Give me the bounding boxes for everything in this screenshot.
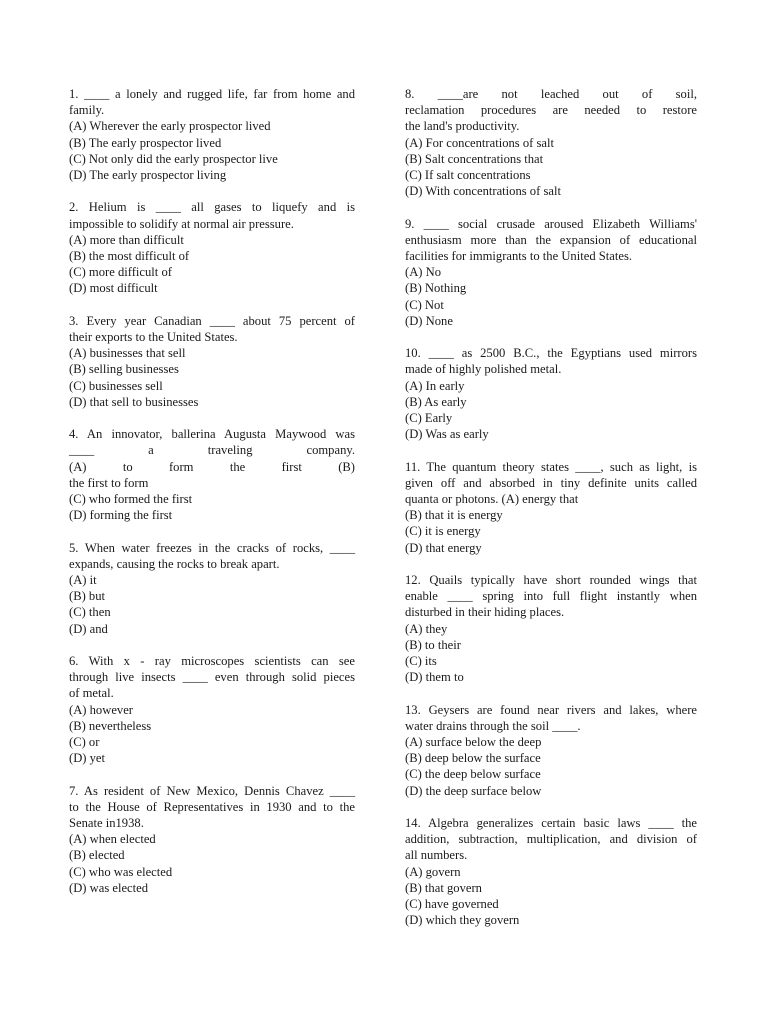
answer-option: (D) forming the first <box>69 508 173 523</box>
question-stem-line: 9. ____ social crusade aroused Elizabeth Williams' <box>405 216 697 231</box>
answer-option: (C) it is energy <box>405 524 481 539</box>
answer-option: (A) businesses that sell <box>69 346 186 361</box>
question-stem-line: of metal. <box>69 686 114 701</box>
answer-option: (A) they <box>405 621 448 636</box>
right-column <box>405 86 697 945</box>
answer-option: (C) or <box>69 735 100 750</box>
answer-option: (C) who formed the first <box>69 492 193 507</box>
answer-option: (A) In early <box>405 378 465 393</box>
answer-option: (D) which they govern <box>405 913 520 928</box>
question-stem-line: their exports to the United States. <box>69 330 238 345</box>
question-block <box>69 86 355 183</box>
answer-option: (A) No <box>405 265 442 280</box>
question-stem-line: through live insects ____ even through solid pieces <box>69 670 355 685</box>
question-stem-line: enable ____ spring into full flight instantly when <box>405 589 697 604</box>
answer-option: (D) With concentrations of salt <box>405 184 561 199</box>
answer-option: (A) Wherever the early prospector lived <box>69 119 271 134</box>
question-block <box>69 783 355 896</box>
answer-option: (B) nevertheless <box>69 718 152 733</box>
left-column <box>69 86 355 912</box>
answer-option: (D) that sell to businesses <box>69 394 199 409</box>
answer-option: (D) The early prospector living <box>69 168 227 183</box>
answer-option: (C) Early <box>405 411 453 426</box>
question-stem-line: water drains through the soil ____. <box>405 718 581 733</box>
answer-option: (D) was elected <box>69 880 149 895</box>
answer-option: (A) surface below the deep <box>405 735 542 750</box>
question-block <box>69 426 355 523</box>
question-block <box>405 459 697 556</box>
question-stem-line: 2. Helium is ____ all gases to liquefy and is <box>69 200 355 215</box>
answer-option: (C) then <box>69 605 111 620</box>
question-stem-line: ____ a traveling company. <box>69 443 355 458</box>
answer-option: (B) selling businesses <box>69 362 179 377</box>
question-stem-line: facilities for immigrants to the United States. <box>405 249 632 264</box>
question-stem-line: impossible to solidify at normal air pressure. <box>69 216 294 231</box>
answer-option: (D) Was as early <box>405 427 489 442</box>
question-stem-line: 1. ____ a lonely and rugged life, far from home and <box>69 87 355 101</box>
question-stem-line: 12. Quails typically have short rounded wings that <box>405 573 697 588</box>
question-stem-line: the land's productivity. <box>405 119 520 134</box>
question-block <box>69 313 355 410</box>
answer-option: (D) the deep surface below <box>405 783 542 798</box>
question-stem-line: the first to form <box>69 475 149 490</box>
question-stem-line: 8. ____are not leached out of soil, <box>405 87 697 101</box>
question-stem-line: all numbers. <box>405 848 468 863</box>
question-block <box>405 815 697 928</box>
answer-option: (C) the deep below surface <box>405 767 541 782</box>
question-stem-line: addition, subtraction, multiplication, and division of <box>405 832 697 847</box>
answer-option: (D) most difficult <box>69 281 158 296</box>
question-stem-line: disturbed in their hiding places. <box>405 605 565 620</box>
question-stem-line: 3. Every year Canadian ____ about 75 percent of <box>69 313 355 328</box>
question-stem-line: 14. Algebra generalizes certain basic laws ____ the <box>405 816 697 831</box>
answer-option: (C) its <box>405 654 437 669</box>
question-stem-line: (A) to form the first (B) <box>69 459 355 474</box>
answer-option: (B) that govern <box>405 880 482 895</box>
answer-option: (A) when elected <box>69 832 156 847</box>
question-stem-line: to the House of Representatives in 1930 and to the <box>69 799 355 814</box>
answer-option: (B) elected <box>69 848 125 863</box>
question-block <box>69 653 355 766</box>
question-block <box>405 572 697 685</box>
question-stem-line: quanta or photons. (A) energy that <box>405 492 579 507</box>
question-stem-line: 6. With x - ray microscopes scientists can see <box>69 654 355 669</box>
question-stem-line: expands, causing the rocks to break apart. <box>69 556 280 571</box>
question-stem-line: 4. An innovator, ballerina Augusta Maywood was <box>69 427 355 442</box>
answer-option: (C) more difficult of <box>69 265 172 280</box>
answer-option: (B) Nothing <box>405 281 467 296</box>
answer-option: (C) businesses sell <box>69 378 163 393</box>
question-stem-line: family. <box>69 103 105 118</box>
question-block <box>405 216 697 329</box>
question-stem-line: reclamation procedures are needed to restore <box>405 103 697 118</box>
question-stem-line: 13. Geysers are found near rivers and lakes, where <box>405 702 697 717</box>
answer-option: (B) The early prospector lived <box>69 135 222 150</box>
answer-option: (B) Salt concentrations that <box>405 151 544 166</box>
answer-option: (A) For concentrations of salt <box>405 135 554 150</box>
answer-option: (D) them to <box>405 670 464 685</box>
answer-option: (B) deep below the surface <box>405 751 541 766</box>
answer-option: (C) If salt concentrations <box>405 168 531 183</box>
question-block <box>405 345 697 442</box>
answer-option: (D) and <box>69 621 108 636</box>
question-stem-line: 11. The quantum theory states ____, such as light, is <box>405 459 697 474</box>
question-block <box>405 702 697 799</box>
answer-option: (C) who was elected <box>69 864 173 879</box>
answer-option: (C) Not only did the early prospector live <box>69 151 278 166</box>
question-stem-line: 7. As resident of New Mexico, Dennis Chavez ____ <box>69 783 355 798</box>
question-block <box>405 86 697 199</box>
answer-option: (B) but <box>69 589 106 604</box>
answer-option: (D) that energy <box>405 540 482 555</box>
question-stem-line: made of highly polished metal. <box>405 362 562 377</box>
question-stem-line: enthusiasm more than the expansion of educational <box>405 232 697 247</box>
answer-option: (C) Not <box>405 297 444 312</box>
answer-option: (B) As early <box>405 394 467 409</box>
question-stem-line: given off and absorbed in tiny definite units called <box>405 475 697 490</box>
answer-option: (A) govern <box>405 864 461 879</box>
question-block <box>69 540 355 637</box>
answer-option: (B) that it is energy <box>405 508 503 523</box>
answer-option: (A) however <box>69 702 133 717</box>
answer-option: (B) to their <box>405 637 461 652</box>
answer-option: (D) None <box>405 313 453 328</box>
answer-option: (A) more than difficult <box>69 232 184 247</box>
answer-option: (A) it <box>69 573 97 588</box>
question-stem-line: Senate in1938. <box>69 816 144 831</box>
answer-option: (D) yet <box>69 751 106 766</box>
answer-option: (B) the most difficult of <box>69 249 190 264</box>
question-stem-line: 5. When water freezes in the cracks of rocks, ____ <box>69 540 355 555</box>
question-stem-line: 10. ____ as 2500 B.C., the Egyptians used mirrors <box>405 346 697 361</box>
answer-option: (C) have governed <box>405 897 499 912</box>
question-block <box>69 199 355 296</box>
